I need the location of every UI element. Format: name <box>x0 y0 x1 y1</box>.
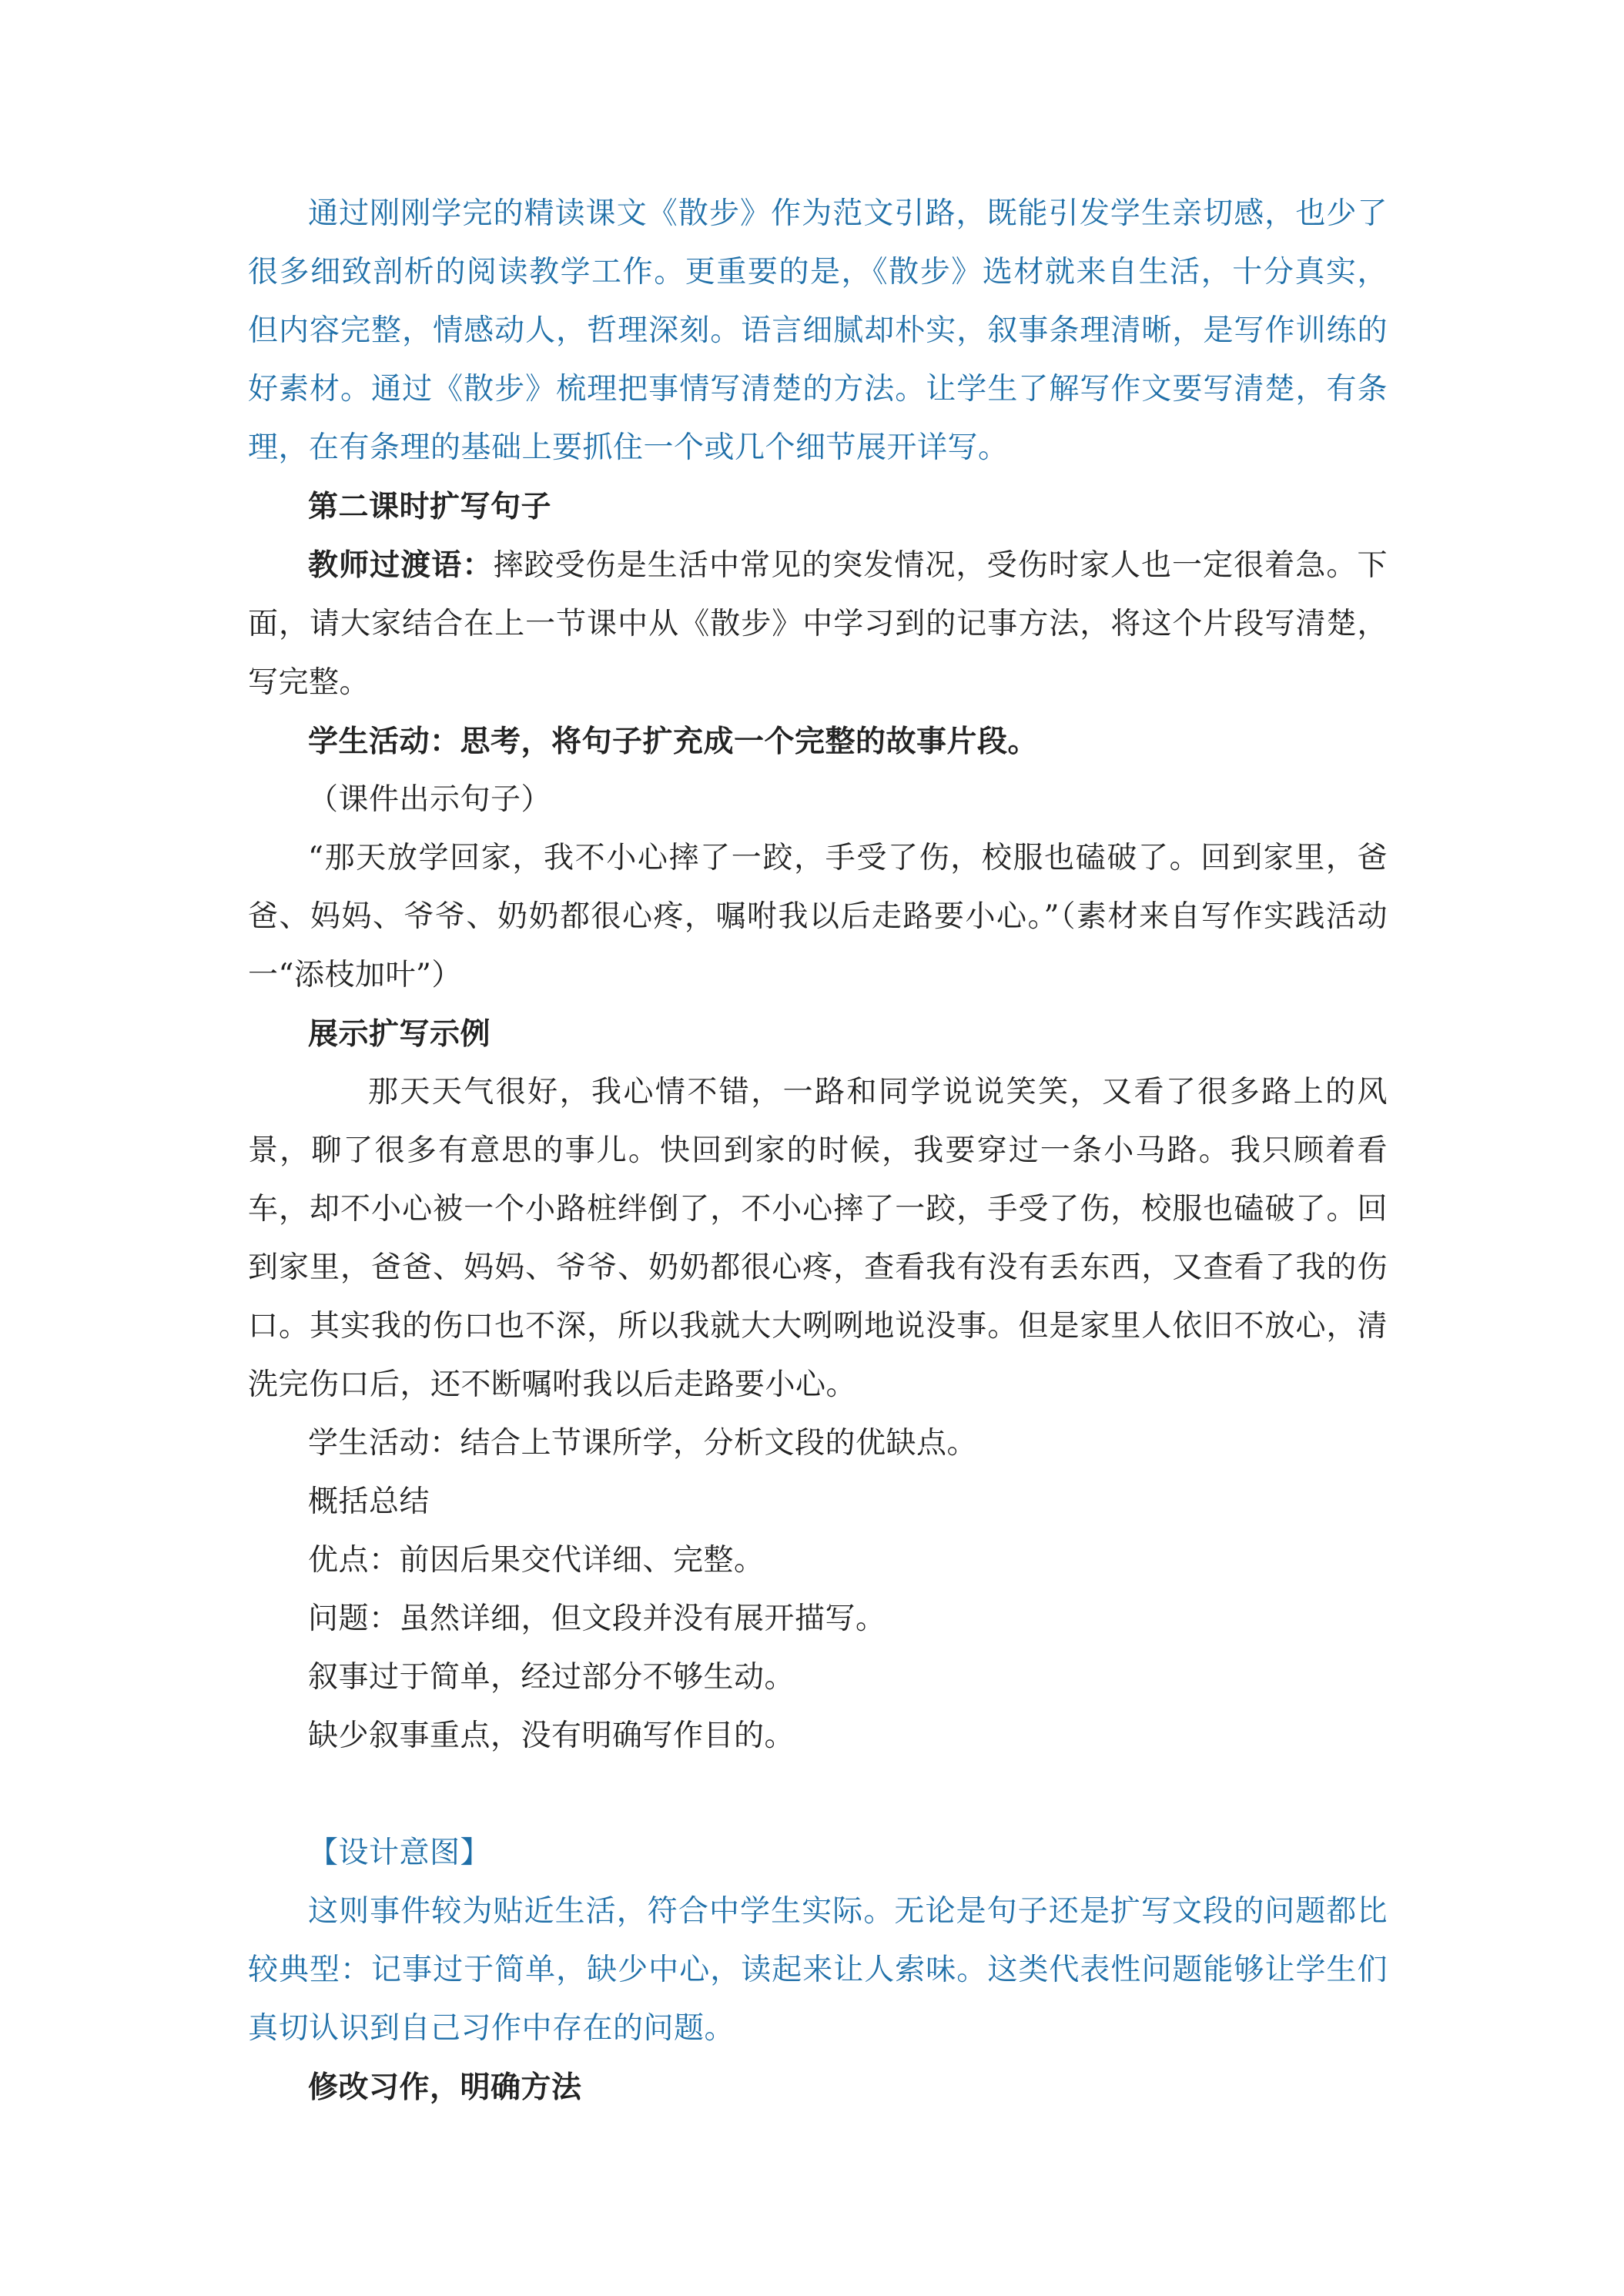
teacher-transition-paragraph <box>248 536 1388 712</box>
issue-line-one: 叙事过于简单，经过部分不够生动。 <box>308 1660 795 1695</box>
intro-paragraph: 通过刚刚学完的精读课文《散步》作为范文引路，既能引发学生亲切感，也少了很多细致剖析的阅读教学工作。更重要的是，《散步》选材就来自生活，十分真实，但内容完整，情感动人，哲理深刻。语言细腻却朴实，叙事条理清晰，是写作训练的好素材。通过《散步》梳理把事情写清楚的方法。让学生了解写作文要写清楚，有条理，在有条理的基础上要抓住一个或几个细节展开详写。 <box>248 196 1388 465</box>
summary-label: 概括总结 <box>308 1484 430 1519</box>
example-heading: 展示扩写示例 <box>308 1016 491 1052</box>
section-heading-lesson-two: 第二课时扩写句子 <box>308 489 552 524</box>
teacher-transition-text: 摔跤受伤是生活中常见的突发情况，受伤时家人也一定很着急。下面，请大家结合在上一节课中从《散步》中学习到的记事方法，将这个片段写清楚，写完整。 <box>248 548 1388 700</box>
quoted-sentence: “那天放学回家，我不小心摔了一跤，手受了伤，校服也磕破了。回到家里，爸爸、妈妈、爷爷、奶奶都很心疼，嘱咐我以后走路要小心。”（素材来自写作实践活动一“添枝加叶”） <box>248 841 1388 992</box>
issue-line-two: 缺少叙事重点，没有明确写作目的。 <box>308 1719 795 1753</box>
teacher-transition-label: 教师过渡语： <box>308 547 494 583</box>
spacer <box>248 1766 1388 1824</box>
student-activity-expand: 学生活动：思考，将句子扩充成一个完整的故事片段。 <box>308 724 1039 759</box>
design-intent-paragraph: 这则事件较为贴近生活，符合中学生实际。无论是句子还是扩写文段的问题都比较典型：记事过于简单，缺少中心，读起来让人索味。这类代表性问题能够让学生们真切认识到自己习作中存在的问题。 <box>248 1894 1388 2046</box>
student-activity-analyze: 学生活动：结合上节课所学，分析文段的优缺点。 <box>308 1426 978 1461</box>
merit-line: 优点：前因后果交代详细、完整。 <box>308 1543 765 1578</box>
revise-heading: 修改习作，明确方法 <box>308 2070 582 2105</box>
problem-line: 问题：虽然详细，但文段并没有展开描写。 <box>308 1602 886 1636</box>
document-page <box>248 185 1388 2117</box>
courseware-note: （课件出示句子） <box>308 782 552 817</box>
design-intent-heading: 【设计意图】 <box>308 1836 491 1870</box>
expanded-example-paragraph: 那天天气很好，我心情不错，一路和同学说说笑笑，又看了很多路上的风景，聊了很多有意思的事儿。快回到家的时候，我要穿过一条小马路。我只顾着看车，却不小心被一个小路桩绊倒了，不小心摔了一跤，手受了伤，校服也磕破了。回到家里，爸爸、妈妈、爷爷、奶奶都很心疼，查看我有没有丢东西，又查看了我的伤口。其实我的伤口也不深，所以我就大大咧咧地说没事。但是家里人依旧不放心，清洗完伤口后，还不断嘱咐我以后走路要小心。 <box>248 1075 1388 1402</box>
